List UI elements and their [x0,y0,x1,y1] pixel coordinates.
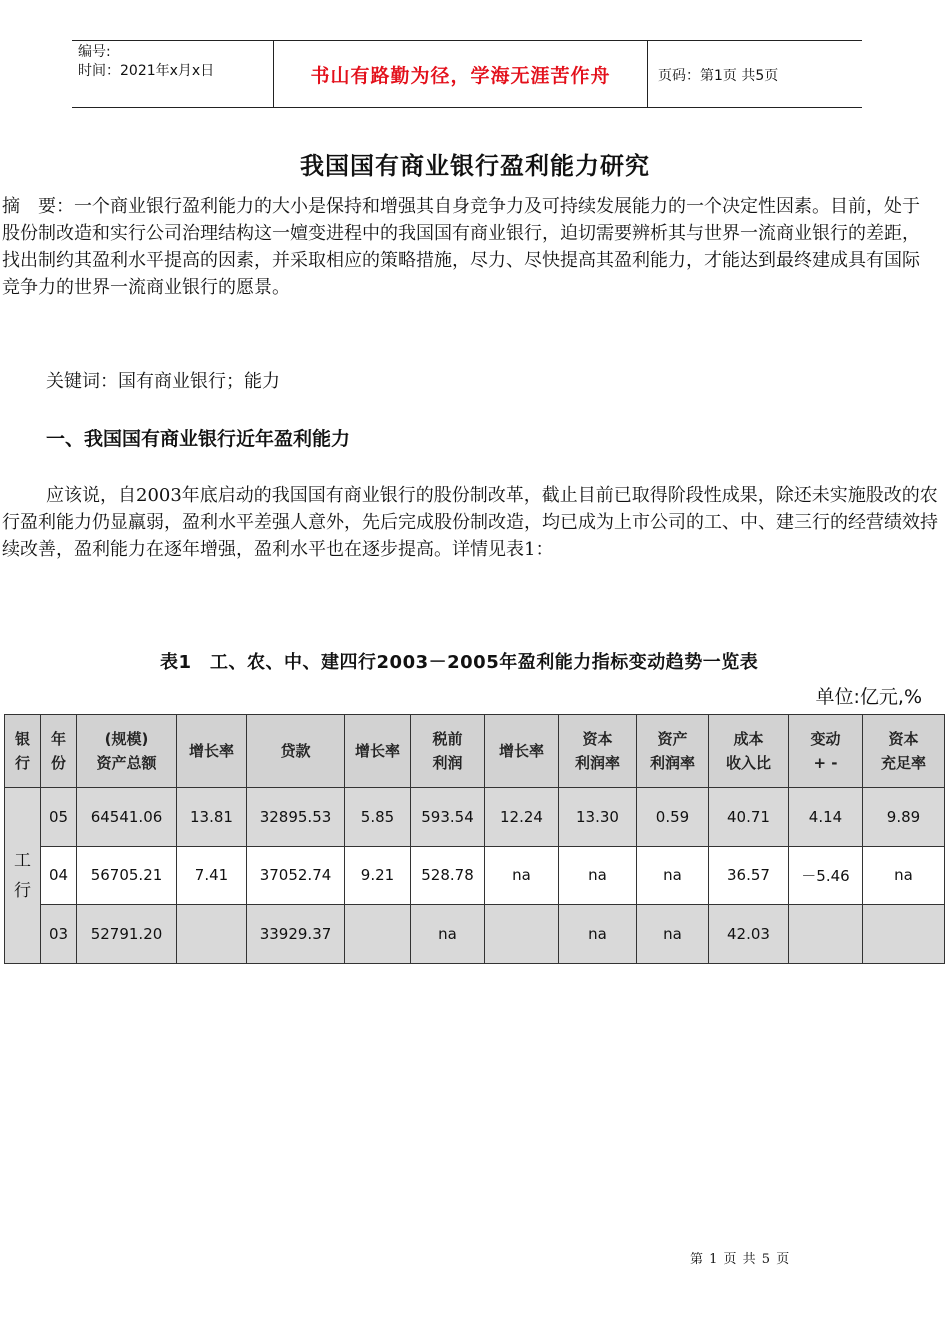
table-row [5,846,945,905]
table-cell [789,905,863,964]
table-header-cell [411,715,485,788]
header-text: 资产 [657,730,688,748]
table-header-cell [637,715,709,788]
header-text: 利润 [432,754,463,772]
page-header [72,40,862,108]
header-text: 贷款 [280,742,311,760]
table-cell: na [863,846,945,905]
header-text: 资本 [582,730,613,748]
bank-name-cell [5,788,41,964]
header-text: 银 [14,730,30,748]
table-cell: 03 [41,905,77,964]
table-cell: 9.21 [345,846,411,905]
table-cell: na [637,905,709,964]
header-text: 充足率 [880,754,926,772]
table-cell [863,905,945,964]
table-cell: na [485,846,559,905]
table-cell: 05 [41,788,77,847]
table-cell: na [559,905,637,964]
table-cell: 0.59 [637,788,709,847]
time-label: 时间：2021年x月x日 [78,63,215,79]
table-header-cell [559,715,637,788]
table-header-cell [485,715,559,788]
table-row [5,788,945,847]
header-text: 利润率 [574,754,620,772]
header-text: 变动 [810,730,841,748]
keywords-line: 关键词：国有商业银行；能力 [46,371,280,392]
document-title: 我国国有商业银行盈利能力研究 [300,152,650,180]
table-cell: 5.85 [345,788,411,847]
table-cell: 13.81 [177,788,247,847]
table-cell: na [559,846,637,905]
header-text: (规模) [104,730,149,748]
table-cell [345,905,411,964]
table-cell: 12.24 [485,788,559,847]
table-cell: 52791.20 [77,905,177,964]
abstract-paragraph: 摘 要：一个商业银行盈利能力的大小是保持和增强其自身竞争力及可持续发展能力的一个决定性因素。目前，处于股份制改造和实行公司治理结构这一嬗变进程中的我国国有商业银行，迫切需要辨析其与世界一流商业银行的差距，找出制约其盈利水平提高的因素，并采取相应的策略措施，尽力、尽快提高其盈利能力，才能达到最终建成具有国际竞争力的世界一流商业银行的愿景。 [2,196,920,298]
header-text: 增长率 [354,742,400,760]
header-text: 税前 [432,730,463,748]
header-text: 增长率 [498,742,544,760]
section-heading: 一、我国国有商业银行近年盈利能力 [46,428,351,450]
table-cell: 13.30 [559,788,637,847]
table-cell [177,905,247,964]
profitability-table [4,714,945,964]
table-cell: 36.57 [709,846,789,905]
table-header-cell [863,715,945,788]
table-caption: 表1 工、农、中、建四行2003－2005年盈利能力指标变动趋势一览表 [160,652,759,673]
table-cell: 64541.06 [77,788,177,847]
table-header-cell [177,715,247,788]
table-cell: 42.03 [709,905,789,964]
header-motto: 书山有路勤为径，学海无涯苦作舟 [310,65,611,87]
table-cell: na [411,905,485,964]
number-label: 编号: [78,44,111,60]
table-cell: 40.71 [709,788,789,847]
header-text: 份 [50,754,66,772]
table-row [5,905,945,964]
table-cell: 37052.74 [247,846,345,905]
table-header-cell [77,715,177,788]
page-footer: 第 1 页 共 5 页 [690,1252,791,1267]
header-text: + - [813,754,838,772]
header-text: 增长率 [188,742,234,760]
table-cell: 7.41 [177,846,247,905]
table-cell: 4.14 [789,788,863,847]
header-text: 利润率 [649,754,695,772]
table-cell: －5.46 [789,846,863,905]
header-text: 资本 [888,730,919,748]
table-cell: 593.54 [411,788,485,847]
table-header-cell [247,715,345,788]
table-cell: 528.78 [411,846,485,905]
table-cell: na [637,846,709,905]
table-cell: 33929.37 [247,905,345,964]
table-header-cell [41,715,77,788]
header-text: 行 [14,754,30,772]
table-cell: 56705.21 [77,846,177,905]
section-paragraph: 应该说，自2003年底启动的我国国有商业银行的股份制改革，截止目前已取得阶段性成果，除还未实施股改的农行盈利能力仍显羸弱，盈利水平差强人意外，先后完成股份制改造，均已成为上市公司的工、中、建三行的经营绩效持续改善，盈利能力在逐年增强，盈利水平也在逐步提高。详情见表1： [2,485,938,560]
table-cell: 32895.53 [247,788,345,847]
bank-name-text: 行 [14,880,31,901]
table-header-row [5,715,945,788]
table-header-cell [789,715,863,788]
table-header-cell [345,715,411,788]
table-cell: 9.89 [863,788,945,847]
header-divider [647,41,648,107]
bank-name-text: 工 [14,850,31,871]
header-text: 成本 [733,730,764,748]
header-page-label: 页码：第1页 共5页 [658,68,779,84]
table-header-cell [709,715,789,788]
header-text: 收入比 [725,754,771,772]
header-text: 年 [50,730,66,748]
table-header-cell [5,715,41,788]
table-cell [485,905,559,964]
table-unit: 单位:亿元,% [815,686,922,708]
header-meta [78,43,274,81]
header-text: 资产总额 [96,754,157,772]
table-cell: 04 [41,846,77,905]
